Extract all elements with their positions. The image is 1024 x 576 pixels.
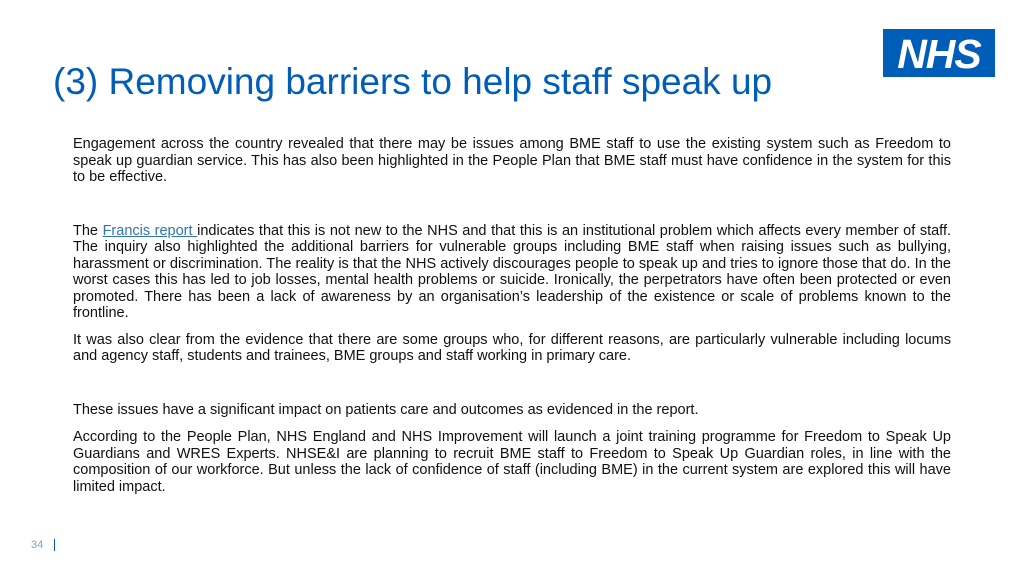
page-number: 34 xyxy=(31,539,44,551)
body-text xyxy=(73,136,951,495)
paragraph-impact: These issues have a significant impact on patients care and outcomes as evidenced in the report. xyxy=(73,401,699,418)
paragraph-prefix: The xyxy=(73,222,103,239)
paragraph-francis-report xyxy=(73,223,951,322)
slide-title: (3) Removing barriers to help staff speak up xyxy=(53,61,773,102)
paragraph-vulnerable-groups: It was also clear from the evidence that there are some groups who, for different reasons, are particularly vulnerable including locums and agency staff, students and trainees, BME groups and staff working in primary care. xyxy=(73,331,951,364)
paragraph-engagement: Engagement across the country revealed that there may be issues among BME staff to use the existing system such as Freedom to speak up guardian service. This has also been highlighted in the People Plan that BME staff must have confidence in the system for this to be effective. xyxy=(73,136,951,185)
svg-text:NHS: NHS xyxy=(897,31,981,77)
francis-report-link[interactable]: Francis report xyxy=(102,222,198,239)
footer-divider xyxy=(54,539,55,551)
paragraph-people-plan: According to the People Plan, NHS England and NHS Improvement will launch a joint training programme for Freedom to Speak Up Guardians and WRES Experts. NHSE&I are planning to recruit BME staff to Freedom to Speak Up Guardian roles, in line with the composition of our workforce. But unless the lack of confidence of staff (including BME) in the current system are explored this will have limited impact. xyxy=(73,429,951,495)
slide-footer xyxy=(31,539,55,551)
paragraph-rest: indicates that this is not new to the NHS and that this is an institutional problem which affects every member of staff. The inquiry also highlighted the additional barriers for vulnerable groups including BME staff when raising issues such as bullying, harassment or discrimination. The reality is that the NHS actively discourages people to speak up and tries to ignore those that do. In the worst cases this has led to job losses, mental health problems or suicide. Ironically, the perpetrators have often been protected or even promoted. There has been a lack of awareness by an organisation’s leadership of the existence or scale of problems known to the frontline. xyxy=(73,222,952,321)
nhs-logo xyxy=(883,29,995,77)
